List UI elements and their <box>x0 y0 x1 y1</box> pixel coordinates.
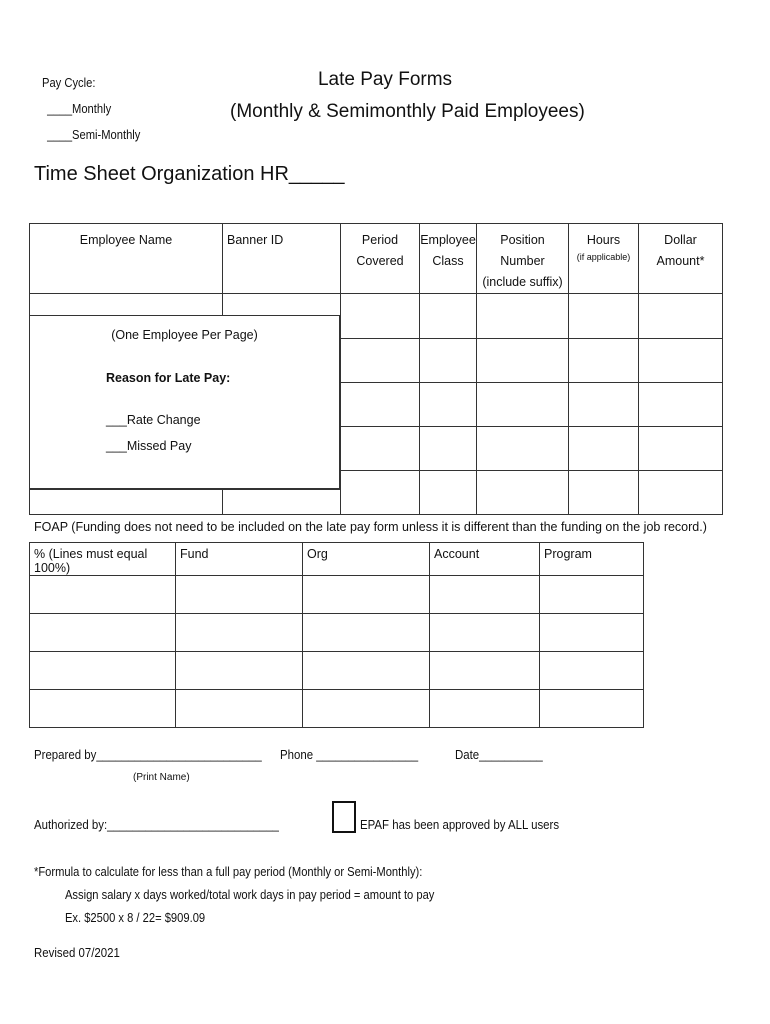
fund-cell[interactable] <box>176 576 303 614</box>
dollar-amount-cell[interactable] <box>639 339 723 383</box>
employee-class-cell[interactable] <box>420 471 477 515</box>
header-employee-name: Employee Name <box>30 224 223 294</box>
foap-table <box>29 542 644 728</box>
period-covered-cell[interactable] <box>341 427 420 471</box>
formula-line2: Assign salary x days worked/total work days in pay period = amount to pay <box>64 887 435 902</box>
header-position-number-line1: Position Number <box>500 233 545 268</box>
program-cell[interactable] <box>540 576 644 614</box>
hours-cell[interactable] <box>569 471 639 515</box>
employee-class-cell[interactable] <box>420 339 477 383</box>
form-title-line1: Late Pay Forms <box>317 69 453 90</box>
pay-cycle-label: Pay Cycle: <box>42 75 96 90</box>
hours-cell[interactable] <box>569 383 639 427</box>
formula-line3: Ex. $2500 x 8 / 22= $909.09 <box>64 910 206 925</box>
account-cell[interactable] <box>430 652 540 690</box>
program-cell[interactable] <box>540 652 644 690</box>
foap-table-header-row <box>30 543 644 576</box>
rate-change-option[interactable]: ___Rate Change <box>106 413 201 427</box>
foap-table-row <box>30 690 644 728</box>
pay-cycle-semi-monthly-option[interactable]: ____Semi-Monthly <box>47 127 141 142</box>
org-cell[interactable] <box>303 690 430 728</box>
percent-cell[interactable] <box>30 690 176 728</box>
employee-class-cell[interactable] <box>420 383 477 427</box>
reason-for-late-pay-label: Reason for Late Pay: <box>106 371 231 385</box>
period-covered-cell[interactable] <box>341 471 420 515</box>
form-title-line2: (Monthly & Semimonthly Paid Employees) <box>230 101 585 122</box>
foap-table-row <box>30 576 644 614</box>
header-hours <box>569 224 639 294</box>
date-field[interactable]: Date__________ <box>455 747 543 762</box>
print-name-note: (Print Name) <box>133 772 190 783</box>
percent-cell[interactable] <box>30 614 176 652</box>
percent-cell[interactable] <box>30 576 176 614</box>
account-cell[interactable] <box>430 576 540 614</box>
fund-cell[interactable] <box>176 614 303 652</box>
header-employee-class-line2: Class <box>432 254 464 268</box>
header-fund: Fund <box>176 543 303 576</box>
dollar-amount-cell[interactable] <box>639 427 723 471</box>
missed-pay-option[interactable]: ___Missed Pay <box>106 439 192 453</box>
program-cell[interactable] <box>540 690 644 728</box>
period-covered-cell[interactable] <box>341 383 420 427</box>
fund-cell[interactable] <box>176 652 303 690</box>
pay-cycle-monthly-option[interactable]: ____Monthly <box>47 101 112 116</box>
hours-cell[interactable] <box>569 427 639 471</box>
org-cell[interactable] <box>303 652 430 690</box>
header-account: Account <box>430 543 540 576</box>
header-position-number-line2: (include suffix) <box>482 275 563 289</box>
one-employee-per-page-note: (One Employee Per Page) <box>111 328 258 342</box>
position-number-cell[interactable] <box>477 383 569 427</box>
employee-class-cell[interactable] <box>420 294 477 339</box>
phone-field[interactable]: Phone ________________ <box>280 747 419 762</box>
dollar-amount-cell[interactable] <box>639 383 723 427</box>
position-number-cell[interactable] <box>477 427 569 471</box>
employee-class-cell[interactable] <box>420 427 477 471</box>
employee-table-header-row <box>30 224 723 294</box>
period-covered-cell[interactable] <box>341 294 420 339</box>
dollar-amount-cell[interactable] <box>639 294 723 339</box>
header-dollar-amount: Dollar Amount* <box>639 224 723 294</box>
epaf-approved-label: EPAF has been approved by ALL users <box>360 817 560 832</box>
header-employee-class <box>420 224 477 294</box>
foap-table-row <box>30 652 644 690</box>
percent-cell[interactable] <box>30 652 176 690</box>
org-cell[interactable] <box>303 614 430 652</box>
header-percent: % (Lines must equal 100%) <box>30 543 176 576</box>
reason-for-late-pay-box <box>29 315 340 490</box>
header-period-covered: Period Covered <box>341 224 420 294</box>
position-number-cell[interactable] <box>477 339 569 383</box>
header-employee-class-line1: Employee <box>420 233 476 247</box>
header-hours-label: Hours <box>586 233 621 247</box>
account-cell[interactable] <box>430 614 540 652</box>
authorized-by-field[interactable]: Authorized by:___________________________ <box>34 817 279 832</box>
revised-date: Revised 07/2021 <box>34 945 120 960</box>
dollar-amount-cell[interactable] <box>639 471 723 515</box>
position-number-cell[interactable] <box>477 471 569 515</box>
header-banner-id: Banner ID <box>223 224 341 294</box>
fund-cell[interactable] <box>176 690 303 728</box>
hours-cell[interactable] <box>569 294 639 339</box>
epaf-approved-checkbox[interactable] <box>332 801 356 833</box>
header-hours-note: (if applicable) <box>576 252 631 262</box>
period-covered-cell[interactable] <box>341 339 420 383</box>
hours-cell[interactable] <box>569 339 639 383</box>
org-cell[interactable] <box>303 576 430 614</box>
header-org: Org <box>303 543 430 576</box>
formula-line1: *Formula to calculate for less than a full pay period (Monthly or Semi-Monthly): <box>34 864 423 879</box>
prepared-by-field[interactable]: Prepared by__________________________ <box>34 747 262 762</box>
header-position-number <box>477 224 569 294</box>
pay-cycle-section <box>42 70 140 148</box>
form-title <box>230 64 585 128</box>
header-program: Program <box>540 543 644 576</box>
time-sheet-organization[interactable]: Time Sheet Organization HR_____ <box>34 163 345 185</box>
formula-section <box>34 860 434 929</box>
account-cell[interactable] <box>430 690 540 728</box>
program-cell[interactable] <box>540 614 644 652</box>
position-number-cell[interactable] <box>477 294 569 339</box>
foap-table-row <box>30 614 644 652</box>
foap-note: FOAP (Funding does not need to be included on the late pay form unless it is different than the funding on the job record.) <box>34 520 707 534</box>
